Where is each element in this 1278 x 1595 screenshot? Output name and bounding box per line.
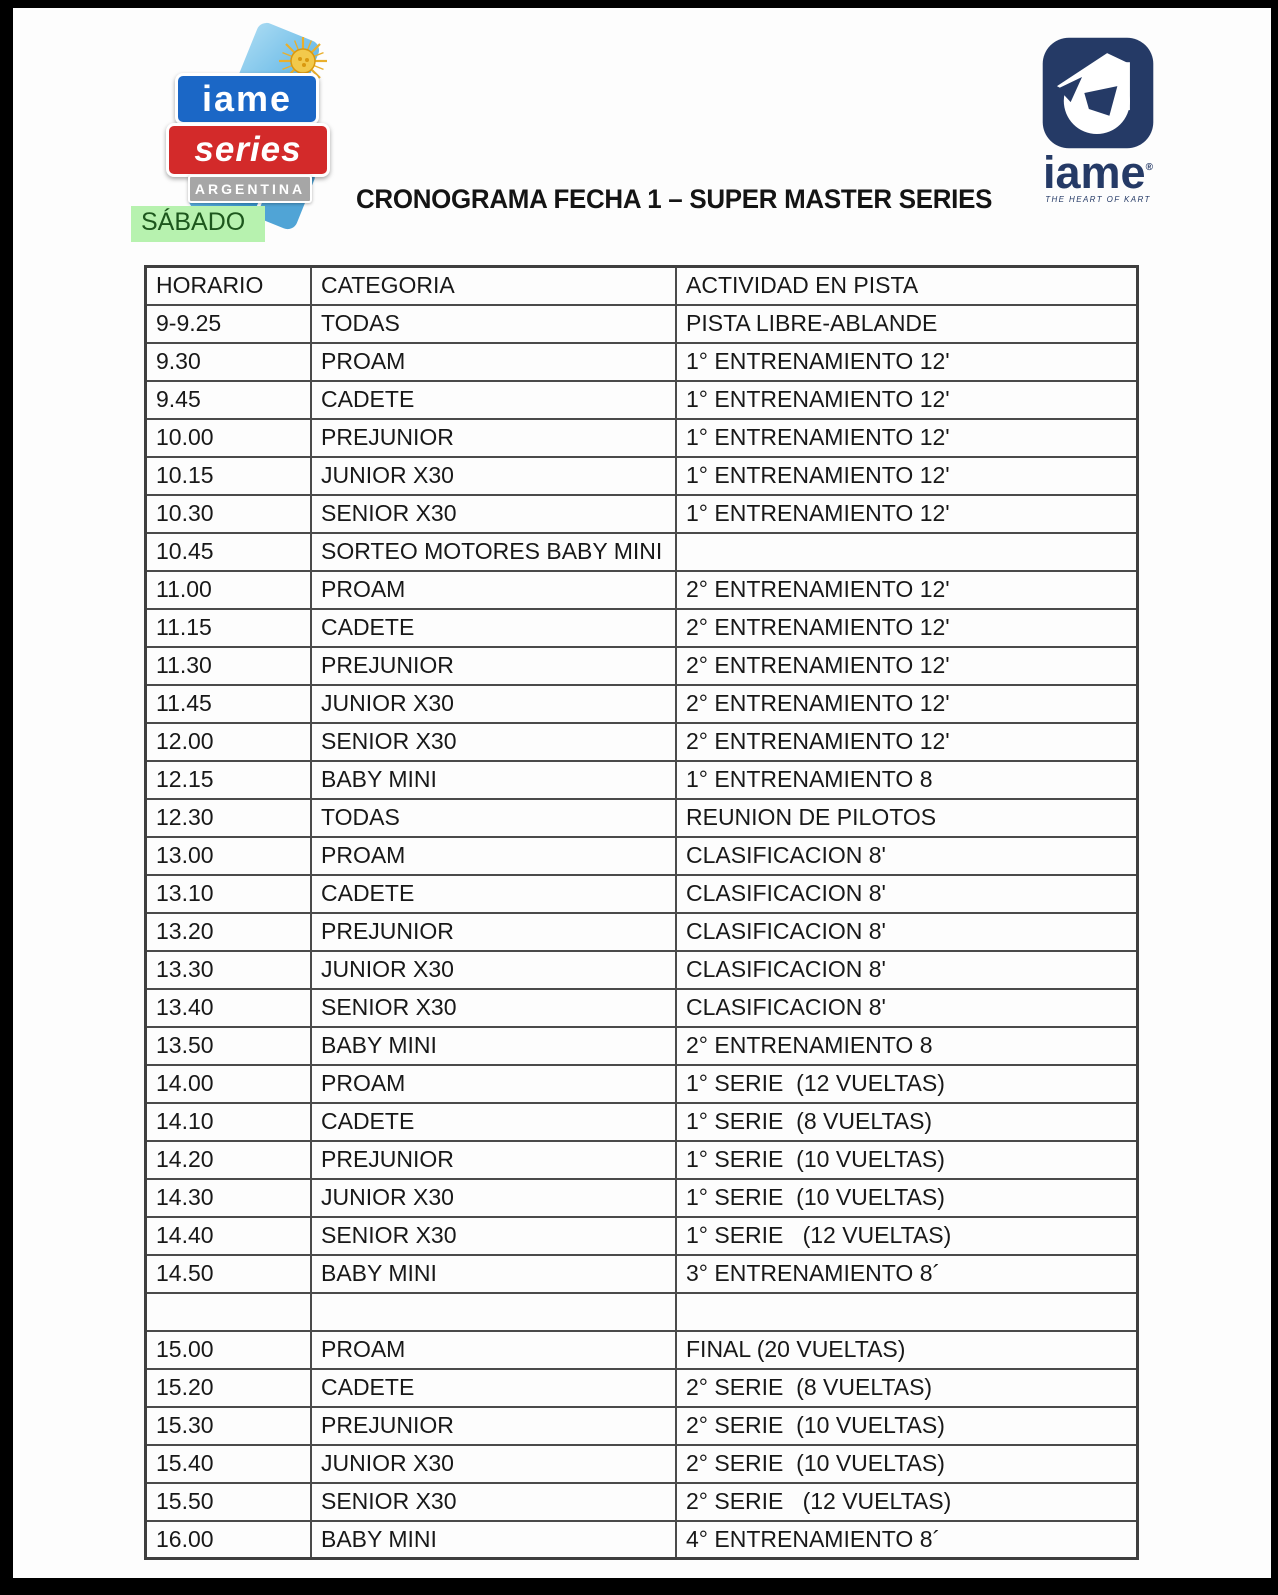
cell-horario: 10.15 <box>146 457 312 495</box>
logo-iame-text: iame <box>201 78 293 119</box>
cell-categoria: SENIOR X30 <box>311 1217 676 1255</box>
iame-wordmark-text: iame <box>1043 147 1146 198</box>
cell-categoria: JUNIOR X30 <box>311 457 676 495</box>
table-row <box>146 1027 1138 1065</box>
iame-tagline: THE HEART OF KART <box>1045 195 1151 205</box>
cell-categoria: SENIOR X30 <box>311 495 676 533</box>
table-row <box>146 1407 1138 1445</box>
cell-horario <box>146 1293 312 1331</box>
cell-actividad: 1° ENTRENAMIENTO 8 <box>676 761 1138 799</box>
table-row <box>146 457 1138 495</box>
table-row <box>146 1217 1138 1255</box>
cell-categoria: BABY MINI <box>311 1027 676 1065</box>
table-row <box>146 1331 1138 1369</box>
cell-horario: 9-9.25 <box>146 305 312 343</box>
table-row <box>146 913 1138 951</box>
cell-horario: 14.10 <box>146 1103 312 1141</box>
column-header-categoria: CATEGORIA <box>311 267 676 305</box>
table-header-row <box>146 267 1138 305</box>
cell-horario: 13.40 <box>146 989 312 1027</box>
table-row <box>146 1445 1138 1483</box>
cell-actividad: 4° ENTRENAMIENTO 8´ <box>676 1521 1138 1559</box>
cell-categoria: PROAM <box>311 1065 676 1103</box>
cell-categoria: SENIOR X30 <box>311 989 676 1027</box>
cell-actividad: 2° ENTRENAMIENTO 12' <box>676 647 1138 685</box>
column-header-horario: HORARIO <box>146 267 312 305</box>
cell-actividad: CLASIFICACION 8' <box>676 913 1138 951</box>
cell-actividad: 1° SERIE (12 VUELTAS) <box>676 1065 1138 1103</box>
cell-horario: 14.50 <box>146 1255 312 1293</box>
cell-categoria: CADETE <box>311 381 676 419</box>
cell-categoria: PROAM <box>311 343 676 381</box>
table-row <box>146 761 1138 799</box>
cell-categoria: JUNIOR X30 <box>311 1445 676 1483</box>
cell-horario: 13.30 <box>146 951 312 989</box>
table-row <box>146 609 1138 647</box>
cell-categoria <box>311 1293 676 1331</box>
page-title: CRONOGRAMA FECHA 1 – SUPER MASTER SERIES <box>356 184 993 214</box>
cell-horario: 11.45 <box>146 685 312 723</box>
cell-actividad: 1° ENTRENAMIENTO 12' <box>676 419 1138 457</box>
table-row <box>146 1255 1138 1293</box>
cell-actividad: 2° ENTRENAMIENTO 8 <box>676 1027 1138 1065</box>
cell-categoria: BABY MINI <box>311 1255 676 1293</box>
cell-actividad: 2° SERIE (10 VUELTAS) <box>676 1407 1138 1445</box>
cell-horario: 14.40 <box>146 1217 312 1255</box>
cell-horario: 14.30 <box>146 1179 312 1217</box>
cell-horario: 11.00 <box>146 571 312 609</box>
table-row <box>146 951 1138 989</box>
cell-horario: 13.00 <box>146 837 312 875</box>
cell-categoria: PREJUNIOR <box>311 913 676 951</box>
table-row <box>146 1141 1138 1179</box>
cell-actividad: FINAL (20 VUELTAS) <box>676 1331 1138 1369</box>
cell-categoria: SORTEO MOTORES BABY MINI <box>311 533 676 571</box>
cell-categoria: PREJUNIOR <box>311 419 676 457</box>
cell-actividad: 1° SERIE (8 VUELTAS) <box>676 1103 1138 1141</box>
cell-categoria: CADETE <box>311 609 676 647</box>
cell-horario: 13.10 <box>146 875 312 913</box>
table-row <box>146 419 1138 457</box>
cell-categoria: SENIOR X30 <box>311 1483 676 1521</box>
cell-actividad: 1° ENTRENAMIENTO 12' <box>676 495 1138 533</box>
cell-actividad: REUNION DE PILOTOS <box>676 799 1138 837</box>
cell-categoria: JUNIOR X30 <box>311 1179 676 1217</box>
cell-categoria: JUNIOR X30 <box>311 951 676 989</box>
cell-categoria: PROAM <box>311 571 676 609</box>
table-row <box>146 1065 1138 1103</box>
cell-actividad: CLASIFICACION 8' <box>676 875 1138 913</box>
table-row <box>146 495 1138 533</box>
cell-actividad: 1° SERIE (12 VUELTAS) <box>676 1217 1138 1255</box>
cell-categoria: CADETE <box>311 1103 676 1141</box>
cell-actividad: 2° ENTRENAMIENTO 12' <box>676 571 1138 609</box>
cell-horario: 15.00 <box>146 1331 312 1369</box>
table-row <box>146 1179 1138 1217</box>
cell-actividad <box>676 533 1138 571</box>
column-header-actividad: ACTIVIDAD EN PISTA <box>676 267 1138 305</box>
table-row <box>146 1521 1138 1559</box>
cell-horario: 15.30 <box>146 1407 312 1445</box>
cell-actividad: 1° ENTRENAMIENTO 12' <box>676 457 1138 495</box>
cell-horario: 16.00 <box>146 1521 312 1559</box>
cell-horario: 13.50 <box>146 1027 312 1065</box>
table-row <box>146 343 1138 381</box>
cell-horario: 13.20 <box>146 913 312 951</box>
table-row <box>146 1483 1138 1521</box>
cell-actividad: 2° ENTRENAMIENTO 12' <box>676 685 1138 723</box>
table-row <box>146 685 1138 723</box>
cell-categoria: TODAS <box>311 305 676 343</box>
cell-horario: 9.45 <box>146 381 312 419</box>
logo-series-box <box>166 123 330 177</box>
cell-categoria: BABY MINI <box>311 1521 676 1559</box>
cell-horario: 15.40 <box>146 1445 312 1483</box>
cell-horario: 12.15 <box>146 761 312 799</box>
table-row <box>146 1369 1138 1407</box>
table-row <box>146 799 1138 837</box>
iame-logo <box>1033 36 1163 204</box>
cell-actividad: 1° SERIE (10 VUELTAS) <box>676 1179 1138 1217</box>
cell-horario: 11.15 <box>146 609 312 647</box>
table-row <box>146 875 1138 913</box>
cell-categoria: PREJUNIOR <box>311 647 676 685</box>
cell-horario: 10.00 <box>146 419 312 457</box>
cell-categoria: PROAM <box>311 1331 676 1369</box>
table-row <box>146 647 1138 685</box>
table-row <box>146 837 1138 875</box>
cell-actividad: 2° SERIE (12 VUELTAS) <box>676 1483 1138 1521</box>
cell-horario: 9.30 <box>146 343 312 381</box>
cell-categoria: CADETE <box>311 875 676 913</box>
table-row <box>146 381 1138 419</box>
cell-actividad: 1° ENTRENAMIENTO 12' <box>676 343 1138 381</box>
cell-categoria: PREJUNIOR <box>311 1407 676 1445</box>
table-row <box>146 989 1138 1027</box>
cell-actividad <box>676 1293 1138 1331</box>
logo-argentina-box <box>188 175 312 203</box>
cell-actividad: 2° ENTRENAMIENTO 12' <box>676 723 1138 761</box>
cell-actividad: 1° ENTRENAMIENTO 12' <box>676 381 1138 419</box>
cell-horario: 14.20 <box>146 1141 312 1179</box>
cell-categoria: TODAS <box>311 799 676 837</box>
registered-mark: ® <box>1145 162 1153 173</box>
cell-horario: 12.00 <box>146 723 312 761</box>
table-row <box>146 723 1138 761</box>
cell-actividad: CLASIFICACION 8' <box>676 989 1138 1027</box>
cell-categoria: SENIOR X30 <box>311 723 676 761</box>
cell-horario: 12.30 <box>146 799 312 837</box>
table-row <box>146 1103 1138 1141</box>
cell-actividad: CLASIFICACION 8' <box>676 951 1138 989</box>
cell-horario: 11.30 <box>146 647 312 685</box>
cell-actividad: 2° ENTRENAMIENTO 12' <box>676 609 1138 647</box>
cell-actividad: 2° SERIE (10 VUELTAS) <box>676 1445 1138 1483</box>
iame-series-argentina-logo <box>151 33 341 211</box>
table-row <box>146 1293 1138 1331</box>
table-row <box>146 305 1138 343</box>
table-row <box>146 571 1138 609</box>
iame-wordmark <box>1033 147 1163 198</box>
cell-horario: 15.50 <box>146 1483 312 1521</box>
day-label: SÁBADO <box>131 206 265 242</box>
iame-emblem-icon <box>1041 36 1155 150</box>
logo-argentina-text: ARGENTINA <box>194 181 306 197</box>
cell-actividad: CLASIFICACION 8' <box>676 837 1138 875</box>
table-row <box>146 533 1138 571</box>
cell-categoria: CADETE <box>311 1369 676 1407</box>
schedule-table <box>144 265 1139 1560</box>
logo-series-text: series <box>194 130 302 169</box>
cell-horario: 14.00 <box>146 1065 312 1103</box>
cell-horario: 10.45 <box>146 533 312 571</box>
document-page <box>13 8 1271 1578</box>
cell-horario: 15.20 <box>146 1369 312 1407</box>
cell-actividad: 1° SERIE (10 VUELTAS) <box>676 1141 1138 1179</box>
cell-actividad: 3° ENTRENAMIENTO 8´ <box>676 1255 1138 1293</box>
cell-categoria: PROAM <box>311 837 676 875</box>
schedule-table-body <box>146 305 1138 1559</box>
cell-actividad: 2° SERIE (8 VUELTAS) <box>676 1369 1138 1407</box>
cell-horario: 10.30 <box>146 495 312 533</box>
logo-iame-box <box>175 73 319 125</box>
cell-actividad: PISTA LIBRE-ABLANDE <box>676 305 1138 343</box>
cell-categoria: JUNIOR X30 <box>311 685 676 723</box>
cell-categoria: BABY MINI <box>311 761 676 799</box>
cell-categoria: PREJUNIOR <box>311 1141 676 1179</box>
